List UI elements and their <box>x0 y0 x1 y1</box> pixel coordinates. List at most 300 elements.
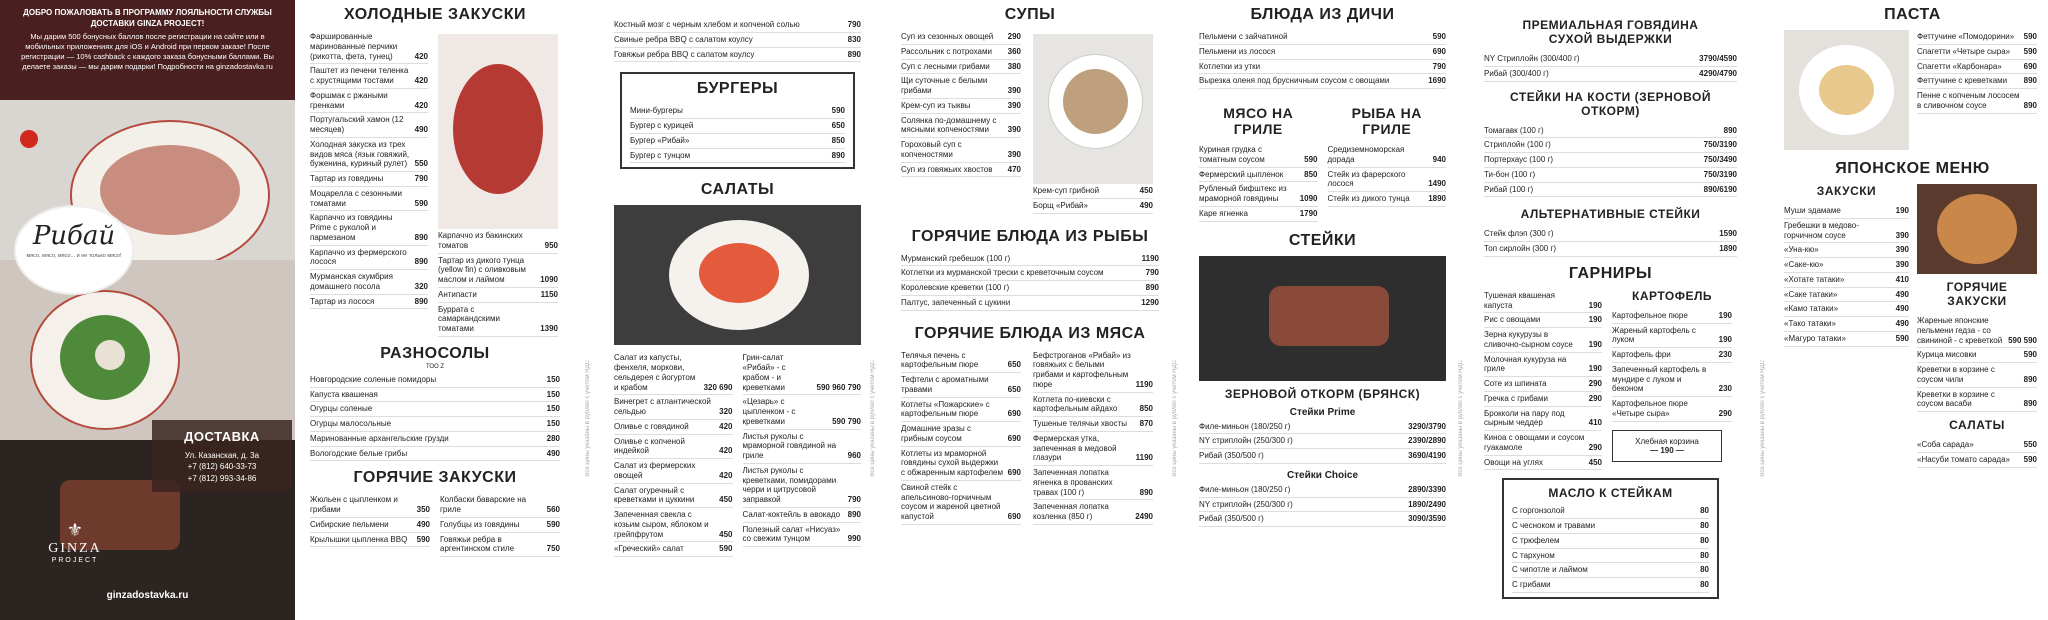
grill-meat-title: МЯСО НА ГРИЛЕ <box>1223 105 1294 137</box>
menu-item-price: 2490 <box>1135 512 1153 521</box>
butter-title: МАСЛО К СТЕЙКАМ <box>1548 486 1673 501</box>
menu-item-price: 80 <box>1700 506 1709 516</box>
vat-note: Все цены указаны в рублях с учетом НДС <box>1458 360 1464 477</box>
menu-item-name: Стриплойн (100 г) <box>1484 140 1551 150</box>
menu-item <box>310 417 560 432</box>
menu-item-name: Карпаччо из говядины Prime с руколой и пармезаном <box>310 213 393 242</box>
menu-item <box>1917 438 2037 453</box>
menu-item-name: Крылышки цыпленка BBQ <box>310 534 408 544</box>
menu-item-name: Тартар из дикого тунца (yellow fin) с оливковым маслом и лаймом <box>438 255 526 284</box>
menu-item-price: 3790/4590 <box>1699 54 1737 63</box>
brand-name: GINZA <box>48 541 102 556</box>
menu-item-price: 450 <box>1588 457 1602 467</box>
menu-item-name: Свиной стейк с апельсиново-горчичным соусом и жареной цветной капустой <box>901 482 1001 521</box>
menu-item-price: 350 <box>416 505 430 514</box>
menu-item-name: «Хотате татаки» <box>1784 274 1845 284</box>
menu-item-price: 420 <box>719 421 733 431</box>
menu-item-name: Пельмени с зайчатиной <box>1199 32 1288 41</box>
menu-item-price: 190 <box>1588 300 1602 310</box>
menu-item <box>1784 288 1909 303</box>
cold-title: ХОЛОДНЫЕ ЗАКУСКИ <box>343 6 526 23</box>
menu-item <box>1033 393 1153 418</box>
menu-item <box>1784 219 1909 244</box>
menu-item <box>438 288 558 303</box>
menu-item-price: 590 <box>719 544 733 554</box>
menu-item <box>1484 431 1602 456</box>
menu-item <box>1328 168 1447 193</box>
menu-item-price: 790 <box>847 20 861 29</box>
japan-salads-list <box>1917 438 2037 468</box>
menu-item-price: 790 <box>1432 61 1446 71</box>
menu-item-name: Вологодские белые грибы <box>310 448 408 458</box>
menu-item-name: Суп из сезонных овощей <box>901 32 994 41</box>
menu-item-name: Салат из фермерских овощей <box>614 461 696 480</box>
menu-item-price: 590 960 790 <box>816 382 861 392</box>
menu-item-name: Гороховый суп с копченостями <box>901 140 962 159</box>
menu-item-name: Запеченный картофель в мундире с луком и беконом <box>1612 364 1707 394</box>
menu-item-name: Стейк из фарерского лосося <box>1327 169 1406 189</box>
menu-item <box>1033 199 1153 214</box>
menu-item <box>1917 314 2037 348</box>
menu-item-price: 420 <box>719 470 733 480</box>
menu-item-price: 890 <box>1723 125 1737 135</box>
menu-item-name: Мурманская скумбрия домашнего посола <box>310 272 393 291</box>
menu-item-name: Котлетки из мурманской трески с креветочным соусом <box>901 268 1104 278</box>
menu-item-name: Капуста квашеная <box>310 389 378 399</box>
menu-item-name: NY стриплойн (250/300 г) <box>1199 499 1293 509</box>
ginza-icon: ⚜ <box>66 520 84 540</box>
menu-item <box>1328 192 1447 207</box>
delivery-phone-1[interactable]: +7 (812) 640-33-73 <box>187 462 257 472</box>
menu-item-price: 940 <box>1432 154 1446 164</box>
potato-title: КАРТОФЕЛЬ <box>1632 288 1712 303</box>
menu-item-price: 590 <box>2023 350 2037 360</box>
panel-game <box>1195 0 1450 620</box>
menu-item <box>310 113 428 138</box>
menu-item-price: 750 <box>546 544 560 554</box>
menu-item-name: NY стриплойн (250/300 г) <box>1199 436 1293 446</box>
menu-item <box>1484 183 1737 198</box>
menu-item-name: С трюфелем <box>1512 535 1560 545</box>
grill-fish-list <box>1328 143 1447 207</box>
menu-item-name: Вырезка оленя под брусничным соусом с овощами <box>1199 76 1390 86</box>
menu-item-price: 790 <box>1145 268 1159 278</box>
menu-item <box>310 533 430 548</box>
menu-item-price: 590 <box>416 534 430 544</box>
menu-item-name: Молочная кукуруза на гриле <box>1484 354 1567 374</box>
menu-item-name: Солянка по-домашнему с мясными копченостями <box>901 115 997 135</box>
menu-item <box>614 33 861 48</box>
menu-item <box>1917 388 2037 413</box>
menu-item-price: 890 <box>2023 76 2037 86</box>
menu-item-name: Ти-бон (100 г) <box>1484 169 1536 179</box>
menu-item <box>1784 204 1909 219</box>
menu-item <box>438 254 558 288</box>
butter-list <box>1512 504 1709 593</box>
menu-item-price: 890/6190 <box>1703 184 1737 194</box>
salads-title: САЛАТЫ <box>700 181 775 199</box>
menu-item <box>440 533 560 558</box>
menu-item-price: 190 <box>1588 339 1602 349</box>
menu-item <box>630 134 845 149</box>
menu-item <box>614 420 733 435</box>
menu-item <box>1328 143 1447 168</box>
salad-photo-2 <box>614 205 861 345</box>
carpaccio-photo <box>438 34 558 229</box>
menu-item <box>1199 60 1446 75</box>
menu-item <box>1784 243 1909 258</box>
menu-item <box>1033 417 1153 432</box>
menu-item <box>1484 353 1602 378</box>
menu-item-price: 320 <box>719 407 733 416</box>
menu-item-price: 690 <box>1007 409 1021 419</box>
menu-item <box>1484 242 1737 257</box>
menu-item-name: С грибами <box>1512 580 1551 589</box>
menu-item-price: 690 <box>1007 512 1021 521</box>
delivery-phone-2[interactable]: +7 (812) 993-34-86 <box>187 473 257 483</box>
menu-item-price: 890 <box>414 257 428 267</box>
vat-note: Все цены указаны в рублях с учетом НДС <box>870 360 876 477</box>
menu-item-name: Феттучине с креветками <box>1917 76 2008 86</box>
dry-list <box>1484 52 1737 82</box>
cold-list <box>310 30 428 337</box>
menu-item-price: 1590 <box>1719 229 1737 239</box>
pickles-sub: ТОО Z <box>425 363 445 370</box>
menu-item <box>1199 498 1446 513</box>
menu-item-price: 150 <box>546 404 560 414</box>
menu-item-price: 80 <box>1700 580 1709 589</box>
menu-item-price: 490 <box>1139 200 1153 210</box>
menu-item-price: 890 <box>847 49 861 59</box>
menu-item-name: Филе-миньон (180/250 г) <box>1199 421 1291 431</box>
menu-item <box>901 296 1159 311</box>
menu-item-price: 290 <box>1588 379 1602 388</box>
menu-item-price: 3290/3790 <box>1408 421 1446 431</box>
menu-item-name: «Камо татаки» <box>1784 304 1839 314</box>
menu-item-price: 3090/3590 <box>1408 514 1446 524</box>
brand-sub: PROJECT <box>51 557 99 564</box>
menu-item <box>1612 397 1732 422</box>
menu-item <box>614 351 733 395</box>
menu-item-price: 490 <box>416 519 430 529</box>
menu-item-name: Жареные японские пельмени гедза - со свининой - с креветкой <box>1917 316 2003 345</box>
menu-item-price: 290 <box>1718 408 1732 418</box>
menu-item-name: Запеченная лопатка козленка (850 г) <box>1033 502 1109 521</box>
menu-item <box>310 172 428 187</box>
menu-item <box>1484 328 1602 353</box>
menu-item-price: 390 <box>1895 260 1909 269</box>
menu-item-name: Запеченная лопатка ягненка в прованских травах (100 г) <box>1033 468 1113 497</box>
menu-item-price: 750/3490 <box>1703 155 1737 164</box>
menu-item <box>901 138 1021 163</box>
meat-title: ГОРЯЧИЕ БЛЮДА ИЗ МЯСА <box>914 324 1146 342</box>
grill-fish-title: РЫБА НА ГРИЛЕ <box>1351 105 1422 137</box>
menu-item-price: 590 <box>546 519 560 529</box>
menu-item-price: 890 <box>831 150 845 160</box>
menu-item-name: Королевские креветки (100 г) <box>901 283 1010 292</box>
menu-item-name: Котлеты из мраморной говядины сухой выдержки с обжаренным картофелем <box>901 448 1003 477</box>
menu-item-name: Курица мисовки <box>1917 350 1977 360</box>
menu-item-name: Португальский хамон (12 месяцев) <box>310 115 404 134</box>
pasta-title: ПАСТА <box>1884 6 1941 23</box>
menu-item <box>1199 449 1446 464</box>
menu-item-name: Винегрет с атлантической сельдью <box>614 397 711 416</box>
menu-item <box>901 481 1021 525</box>
menu-item-name: Киноа с овощами и соусом гуакамоле <box>1484 433 1585 452</box>
menu-item <box>310 187 428 212</box>
dry-title: ПРЕМИАЛЬНАЯ ГОВЯДИНА СУХОЙ ВЫДЕРЖКИ <box>1522 18 1699 46</box>
menu-item <box>1033 500 1153 525</box>
choice-title: Стейки Choice <box>1286 469 1359 481</box>
menu-item-name: Стейк флэп (300 г) <box>1484 229 1554 239</box>
menu-item <box>1512 563 1709 578</box>
menu-item-price: 590 <box>1304 154 1318 164</box>
menu-item <box>1199 434 1446 449</box>
menu-item-price: 3690/4190 <box>1408 451 1446 460</box>
menu-item-price: 490 <box>546 448 560 458</box>
japan-hot-list <box>1917 314 2037 412</box>
menu-item-name: Крем-суп из тыквы <box>901 100 971 110</box>
menu-item-price: 890 <box>2023 100 2037 110</box>
vat-note: Все цены указаны в рублях с учетом НДС <box>585 360 591 477</box>
menu-item <box>614 542 733 557</box>
menu-item-price: 890 <box>414 232 428 242</box>
menu-item-name: Салат огуречный с креветками и цуккини <box>614 485 695 505</box>
alt-title: АЛЬТЕРНАТИВНЫЕ СТЕЙКИ <box>1520 207 1701 222</box>
menu-item <box>1917 45 2037 60</box>
menu-item-price: 390 <box>1007 100 1021 110</box>
hot-list <box>310 493 430 557</box>
menu-item <box>1199 512 1446 527</box>
menu-item-name: Новгородские соленые помидоры <box>310 374 437 384</box>
menu-item-price: 590 790 <box>832 416 861 426</box>
bone-list <box>1484 124 1737 198</box>
menu-item-price: 550 <box>414 159 428 169</box>
menu-item-name: Свиные ребра BBQ с салатом коулсу <box>614 34 753 44</box>
menu-item <box>901 373 1021 398</box>
menu-item <box>1484 67 1737 82</box>
bread-label: Хлебная корзина <box>1635 436 1699 446</box>
menu-item <box>438 229 558 254</box>
menu-item-price: 1390 <box>540 324 558 333</box>
japan-salads-title: САЛАТЫ <box>1949 418 2005 432</box>
menu-item-price: 560 <box>546 505 560 514</box>
menu-item <box>438 303 558 337</box>
menu-item-name: Колбаски баварские на гриле <box>440 495 527 514</box>
menu-item-price: 960 <box>847 451 861 460</box>
menu-item <box>1033 184 1153 199</box>
menu-item-price: 190 <box>1718 310 1732 320</box>
vat-note: Все цены указаны в рублях с учетом НДС <box>1760 360 1766 477</box>
menu-item <box>1484 52 1737 67</box>
menu-item <box>310 246 428 271</box>
menu-item-price: 690 <box>1432 46 1446 56</box>
grill-meat-list <box>1199 143 1318 222</box>
menu-item-price: 390 <box>1007 149 1021 159</box>
menu-item-price: 490 <box>1895 289 1909 299</box>
meat-list-2 <box>1033 349 1153 525</box>
vat-note: Все цены указаны в рублях с учетом НДС <box>1172 360 1178 477</box>
menu-item-price: 790 <box>414 174 428 183</box>
menu-item <box>901 163 1021 178</box>
menu-item-price: 2390/2890 <box>1408 436 1446 446</box>
menu-item-name: Пельмени из лосося <box>1199 46 1276 56</box>
menu-item <box>1512 549 1709 564</box>
menu-item-price: 850 <box>1304 169 1318 179</box>
menu-item-name: Средиземноморская дорада <box>1327 145 1405 164</box>
menu-item <box>901 99 1021 114</box>
menu-item-price: 990 <box>847 534 861 544</box>
pasta-list <box>1917 30 2037 150</box>
menu-item-price: 890 <box>1145 283 1159 292</box>
menu-item-price: 390 <box>1895 230 1909 240</box>
menu-item-name: Рибай (300/400 г) <box>1484 68 1549 78</box>
menu-item-price: 650 <box>831 121 845 130</box>
menu-item-name: Мурманский гребешок (100 г) <box>901 253 1011 263</box>
menu-item <box>1917 453 2037 468</box>
menu-item-price: 470 <box>1007 164 1021 174</box>
soups-title: СУПЫ <box>1004 6 1056 23</box>
menu-item-price: 190 <box>1588 364 1602 374</box>
menu-item-name: «Саке татаки» <box>1784 289 1838 299</box>
menu-item-price: 1190 <box>1141 253 1159 263</box>
menu-item-price: 690 <box>1007 468 1021 477</box>
menu-item-price: 590 590 <box>2008 335 2037 345</box>
menu-item-price: 380 <box>1007 61 1021 71</box>
menu-item <box>1199 45 1446 60</box>
menu-item-name: Грин-салат «Рибай» - с крабом - и креветками <box>742 353 786 392</box>
menu-item-price: 1190 <box>1135 453 1153 463</box>
menu-item-name: Салат из капусты, фенхеля, моркови, сельдерея с йогуртом и крабом <box>614 353 696 392</box>
burgers-list <box>630 104 845 163</box>
menu-item <box>1917 89 2037 114</box>
menu-item-price: 280 <box>546 433 560 443</box>
menu-item <box>901 281 1159 296</box>
burgers-box <box>620 72 855 169</box>
ribs-list <box>614 18 861 62</box>
menu-item-price: 450 <box>719 529 733 539</box>
menu-item-name: Огурцы соленые <box>310 404 373 414</box>
menu-item <box>1917 348 2037 363</box>
menu-item-name: Овощи на углях <box>1484 457 1543 467</box>
menu-item-price: 590 <box>831 106 845 116</box>
menu-item <box>1199 182 1318 207</box>
menu-item-name: С чесноком и травами <box>1512 521 1596 530</box>
menu-item-name: Котлета по-киевски с картофельным айдахо <box>1033 394 1118 414</box>
menu-item-price: 590 <box>2023 32 2037 41</box>
menu-item-price: 790 <box>847 495 861 504</box>
menu-item <box>1199 420 1446 435</box>
menu-item <box>440 493 560 518</box>
menu-item <box>1199 74 1446 89</box>
menu-item <box>1512 578 1709 593</box>
prime-list <box>1199 420 1446 464</box>
panel-steaks <box>1478 0 1743 620</box>
menu-item-name: Котлеты «Пожарские» с картофельным пюре <box>901 399 990 419</box>
menu-item-price: 320 690 <box>703 382 733 392</box>
menu-item <box>614 48 861 63</box>
menu-item-name: Бефстроганов «Рибай» из говяжьих с белыми грибами и картофельным пюре <box>1033 350 1131 389</box>
menu-item-price: 150 <box>546 374 560 384</box>
menu-item-price: 890 <box>2023 399 2037 409</box>
menu-item-name: Палтус, запеченный с цукини <box>901 297 1011 307</box>
bread-note <box>1612 430 1722 462</box>
menu-item-name: Гребешки в медово-горчичном соусе <box>1784 220 1859 240</box>
menu-item <box>1917 363 2037 388</box>
panel-soups <box>895 0 1165 620</box>
steaks-title: СТЕЙКИ <box>1288 231 1357 249</box>
menu-item-price: 850 <box>1139 404 1153 414</box>
menu-item-name: Фермерский цыпленок <box>1199 169 1284 179</box>
menu-item-price: 1290 <box>1141 297 1159 307</box>
bone-title: СТЕЙКИ НА КОСТИ (ЗЕРНОВОЙ ОТКОРМ) <box>1510 89 1711 118</box>
menu-item-name: Тартар из лосося <box>310 296 375 306</box>
menu-item <box>743 523 862 548</box>
menu-item-name: Листья руколы с мраморной говядиной на гриле <box>742 431 837 460</box>
sides-title: ГАРНИРЫ <box>1568 264 1653 282</box>
menu-item <box>1199 143 1318 168</box>
menu-item-price: 490 <box>1895 304 1909 314</box>
menu-item <box>614 18 861 33</box>
menu-item <box>614 508 733 542</box>
menu-item-price: 390 <box>1895 245 1909 255</box>
menu-item-price: 890 <box>847 509 861 519</box>
menu-item-name: Мини-бургеры <box>630 106 683 116</box>
meat-list <box>901 349 1021 525</box>
butter-box <box>1502 478 1719 599</box>
noodle-photo <box>1917 184 2037 274</box>
menu-item-name: Карпаччо из фермерского лосося <box>310 247 407 267</box>
menu-item <box>743 508 862 523</box>
menu-item <box>901 266 1159 281</box>
menu-item <box>901 45 1021 60</box>
menu-item-name: Тартар из говядины <box>310 174 384 183</box>
menu-item-name: Запеченная свекла с козьим сыром, яблоком и грейпфрутом <box>614 510 709 539</box>
menu-item <box>1917 30 2037 45</box>
menu-item-name: «Саке-кю» <box>1784 260 1824 269</box>
menu-item-price: 490 <box>414 125 428 134</box>
menu-item-price: 890 <box>2023 374 2037 384</box>
burgers-title: БУРГЕРЫ <box>696 80 779 98</box>
potato-list <box>1612 309 1732 422</box>
menu-item-name: С горгонзолой <box>1512 506 1565 516</box>
menu-item-name: Рибай (350/500 г) <box>1199 451 1264 460</box>
menu-item <box>901 74 1021 99</box>
menu-item <box>1033 432 1153 466</box>
menu-item-price: 1790 <box>1299 208 1318 218</box>
menu-item-name: Картофель фри <box>1612 350 1671 359</box>
menu-item-name: Креветки в корзине с соусом чили <box>1917 365 1995 384</box>
menu-item-name: Феттучине «Помодорини» <box>1917 32 2015 41</box>
prime-title: Стейки Prime <box>1289 406 1356 418</box>
menu-item-name: Гречка с грибами <box>1484 393 1548 403</box>
menu-item <box>1784 273 1909 288</box>
menu-item-name: Портерхаус (100 г) <box>1484 155 1554 164</box>
menu-item-name: Спагетти «Карбонара» <box>1917 61 2002 71</box>
choice-list <box>1199 483 1446 527</box>
menu-item <box>310 518 430 533</box>
menu-item-price: 190 <box>1895 206 1909 215</box>
menu-item <box>310 30 428 64</box>
menu-item <box>1484 153 1737 168</box>
menu-item-name: Сибирские пельмени <box>310 519 389 529</box>
menu-item-name: Костный мозг с черным хлебом и копченой солью <box>614 20 800 29</box>
menu-item-name: Филе-миньон (180/250 г) <box>1199 484 1291 494</box>
menu-item-name: Рассольник с потрохами <box>901 46 992 56</box>
menu-item-name: Рис с овощами <box>1484 315 1541 325</box>
website-link[interactable]: ginzadostavka.ru <box>106 590 189 601</box>
menu-item <box>1484 168 1737 183</box>
